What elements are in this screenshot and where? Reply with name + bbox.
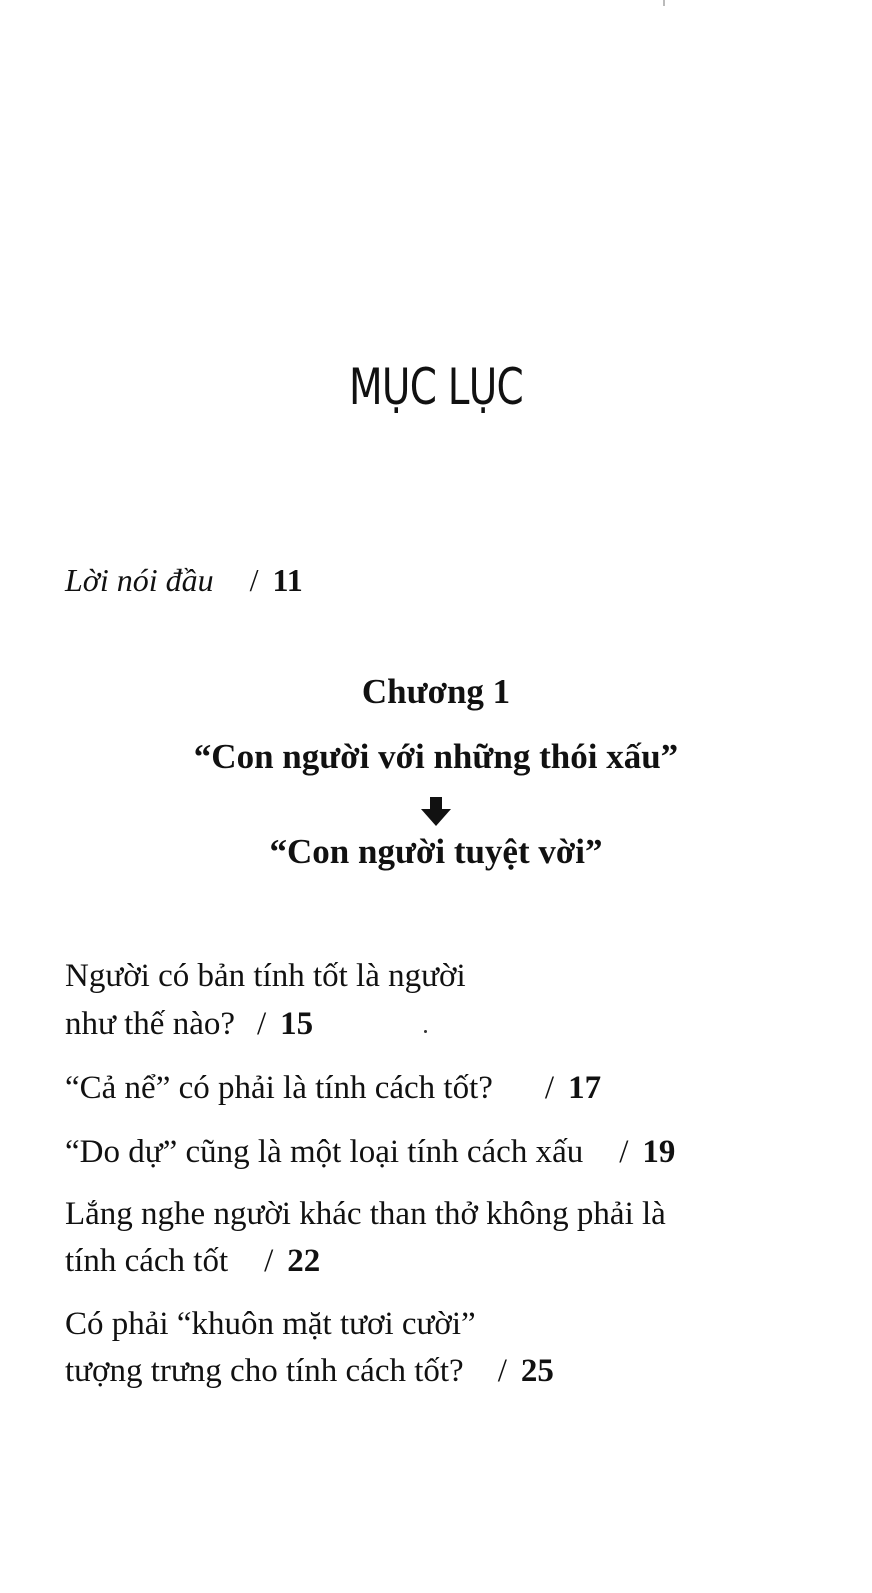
page-title: MỤC LỤC <box>349 358 523 416</box>
scan-artifact <box>663 0 665 6</box>
toc-entry-1-line1[interactable]: Người có bản tính tốt là người <box>65 958 466 994</box>
entry-separator: / <box>257 1006 267 1042</box>
chapter-label: Chương 1 <box>361 672 511 711</box>
entry-page-number: 25 <box>520 1353 554 1389</box>
toc-entry-3[interactable] <box>65 1136 675 1169</box>
entry-title: như thế nào? <box>65 1006 235 1042</box>
toc-entry-5-line2[interactable] <box>65 1355 554 1388</box>
chapter-subtitle-from: “Con người với những thói xấu” <box>193 737 679 776</box>
toc-entry-5-line1[interactable]: Có phải “khuôn mặt tươi cười” <box>65 1306 476 1342</box>
entry-title: tượng trưng cho tính cách tốt? <box>65 1353 464 1389</box>
entry-separator: / <box>619 1134 629 1170</box>
toc-entry-2[interactable] <box>65 1072 601 1105</box>
down-arrow-icon <box>0 795 872 829</box>
entry-page-number: 19 <box>642 1134 676 1170</box>
toc-entry-4-line2[interactable] <box>65 1245 320 1278</box>
entry-title: “Do dự” cũng là một loại tính cách xấu <box>65 1134 584 1170</box>
toc-entry-1-line2[interactable] <box>65 1008 313 1041</box>
entry-page-number: 15 <box>280 1006 314 1042</box>
scan-dot <box>424 1030 427 1033</box>
entry-separator: / <box>497 1353 507 1389</box>
entry-page-number: 11 <box>272 562 303 598</box>
entry-separator: / <box>264 1243 274 1279</box>
toc-entry-preface[interactable] <box>65 562 303 599</box>
toc-entry-4-line1[interactable]: Lắng nghe người khác than thở không phải là <box>65 1196 666 1232</box>
entry-page-number: 17 <box>568 1070 602 1106</box>
chapter-subtitle-to: “Con người tuyệt vời” <box>269 832 603 871</box>
entry-separator: / <box>249 562 259 598</box>
entry-title: tính cách tốt <box>65 1243 229 1279</box>
entry-title: Lời nói đầu <box>65 562 214 598</box>
entry-title: “Cả nể” có phải là tính cách tốt? <box>65 1070 493 1106</box>
entry-separator: / <box>544 1070 555 1106</box>
entry-page-number: 22 <box>287 1243 321 1279</box>
